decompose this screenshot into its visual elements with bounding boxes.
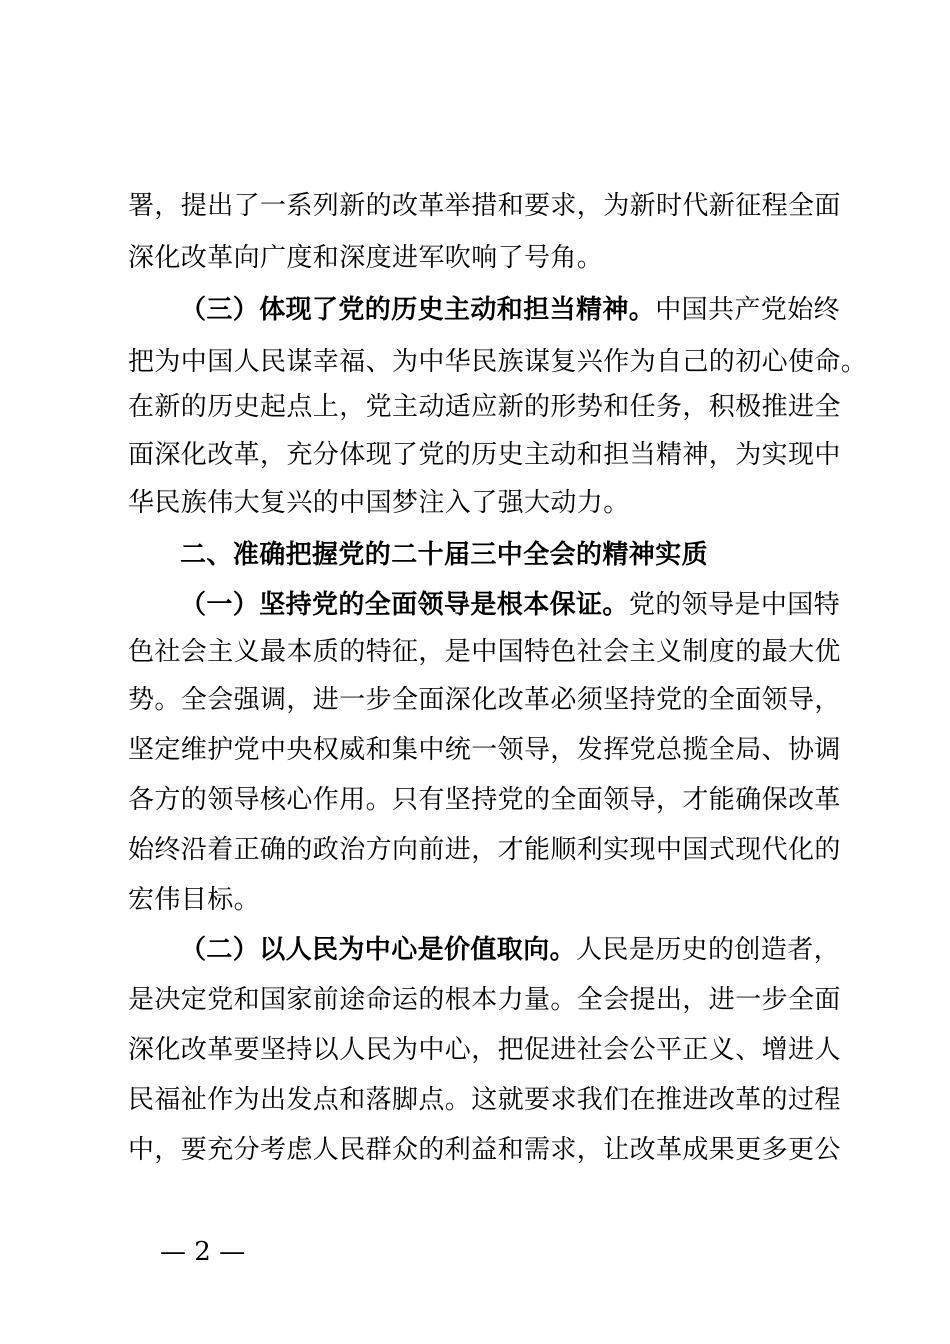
body-text-line: 始终沿着正确的政治方向前进，才能顺利实现中国式现代化的 (128, 835, 841, 865)
page-number: — 2 — (160, 1237, 246, 1267)
paragraph-first-line (180, 292, 840, 328)
body-text: 中国共产党始终 (655, 295, 841, 325)
body-text-line: 势。全会强调，进一步全面深化改革必须坚持党的全面领导， (128, 685, 841, 715)
body-text-line: 深化改革要坚持以人民为中心，把促进社会公平正义、增进人 (128, 1035, 841, 1065)
body-text-line: 把为中国人民谋幸福、为中华民族谋复兴作为自己的初心使命。 (128, 347, 868, 377)
body-text-line: 宏伟目标。 (128, 885, 261, 915)
subheading: （一）坚持党的全面领导是根本保证。 (180, 590, 629, 620)
body-text-line: 在新的历史起点上，党主动适应新的形势和任务，积极推进全 (128, 392, 841, 422)
body-text-line: 深化改革向广度和深度进军吹响了号角。 (128, 243, 604, 273)
body-text-line: 署，提出了一系列新的改革举措和要求，为新时代新征程全面 (128, 191, 841, 221)
body-text: 党的领导是中国特 (628, 590, 841, 620)
body-text-line: 各方的领导核心作用。只有坚持党的全面领导，才能确保改革 (128, 785, 841, 815)
body-text-line: 色社会主义最本质的特征，是中国特色社会主义制度的最大优 (128, 637, 841, 667)
body-text-line: 是决定党和国家前途命运的根本力量。全会提出，进一步全面 (128, 985, 841, 1015)
body-text-line: 坚定维护党中央权威和集中统一领导，发挥党总揽全局、协调 (128, 735, 841, 765)
body-text-line: 民福祉作为出发点和落脚点。这就要求我们在推进改革的过程 (128, 1085, 841, 1115)
body-text-line: 华民族伟大复兴的中国梦注入了强大动力。 (128, 488, 630, 518)
subheading: （三）体现了党的历史主动和担当精神。 (180, 295, 656, 325)
paragraph-first-line (180, 932, 840, 968)
body-text-line: 面深化改革，充分体现了党的历史主动和担当精神，为实现中 (128, 440, 841, 470)
section-title: 二、准确把握党的二十届三中全会的精神实质 (180, 540, 709, 570)
body-text: 人民是历史的创造者， (576, 935, 841, 965)
body-text-line: 中，要充分考虑人民群众的利益和需求，让改革成果更多更公 (128, 1135, 841, 1165)
subheading: （二）以人民为中心是价值取向。 (180, 935, 577, 965)
paragraph-first-line (180, 587, 840, 623)
